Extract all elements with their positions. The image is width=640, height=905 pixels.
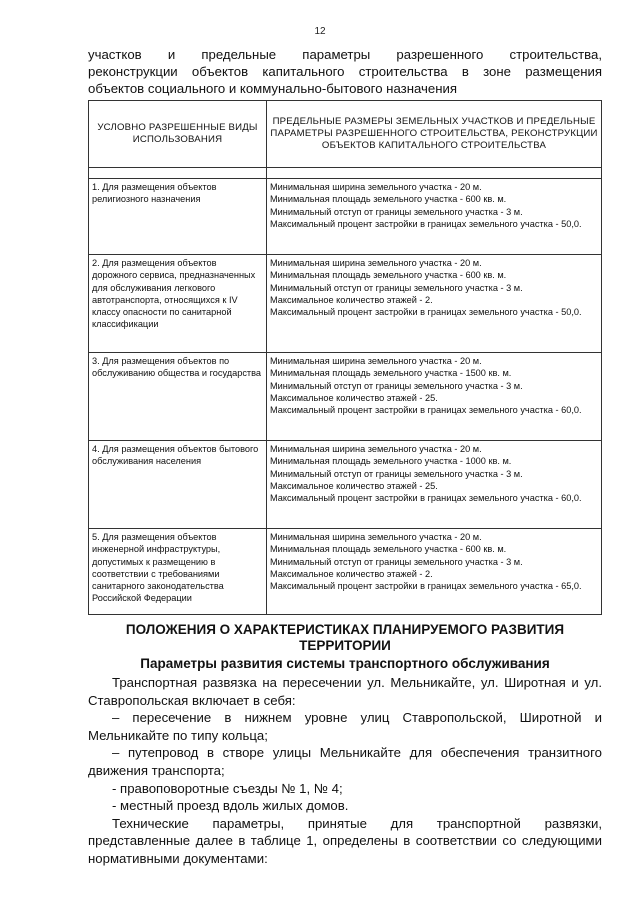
intro-line-1: участков и предельные параметры разрешенного строительства,	[88, 47, 602, 62]
params-cell	[267, 179, 602, 255]
table-row	[89, 529, 602, 615]
param-line: Максимальное количество этажей - 25.	[270, 480, 438, 491]
param-line: Максимальный процент застройки в границах земельного участка - 60,0.	[270, 493, 582, 504]
header-params: ПРЕДЕЛЬНЫЕ РАЗМЕРЫ ЗЕМЕЛЬНЫХ УЧАСТКОВ И ПРЕДЕЛЬНЫЕ ПАРАМЕТРЫ РАЗРЕШЕННОГО СТРОИТЕЛЬСТВА, РЕКОНСТРУКЦИИ ОБЪЕКТОВ КАПИТАЛЬНОГО СТРОИТЕЛЬСТВА	[267, 101, 602, 168]
param-line: Максимальное количество этажей - 2.	[270, 294, 433, 305]
param-line: Максимальное количество этажей - 2.	[270, 568, 433, 579]
zoning-table	[88, 100, 602, 615]
param-line: Минимальная площадь земельного участка - 600 кв. м.	[270, 194, 507, 205]
header-use: УСЛОВНО РАЗРЕШЕННЫЕ ВИДЫ ИСПОЛЬЗОВАНИЯ	[89, 101, 267, 168]
paragraph: – пересечение в нижнем уровне улиц Ставропольской, Широтной и Мельникайте по типу кольца;	[88, 710, 602, 743]
param-line: Минимальная площадь земельного участка - 1500 кв. м.	[270, 368, 512, 379]
param-line: Максимальный процент застройки в границах земельного участка - 60,0.	[270, 405, 582, 416]
use-cell: 5. Для размещения объектов инженерной инфраструктуры, допустимых к размещению в соответствии с требованиями санитарного законодательства Российской Федерации	[89, 529, 267, 615]
table-spacer	[89, 168, 602, 179]
param-line: Минимальная ширина земельного участка - 20 м.	[270, 258, 482, 268]
param-line: Максимальное количество этажей - 25.	[270, 392, 438, 403]
param-line: Максимальный процент застройки в границах земельного участка - 50,0.	[270, 307, 582, 318]
param-line: Максимальный процент застройки в границах земельного участка - 65,0.	[270, 581, 582, 592]
param-line: Минимальный отступ от границы земельного участка - 3 м.	[270, 206, 523, 217]
paragraph: – путепровод в створе улицы Мельникайте для обеспечения транзитного движения транспорта;	[88, 745, 602, 778]
subsection-title: Параметры развития системы транспортного обслуживания	[140, 656, 550, 671]
body-text	[88, 674, 602, 868]
intro-line-3: объектов социального и коммунально-бытового назначения	[88, 81, 458, 96]
intro-text	[88, 46, 602, 97]
page-number: 12	[314, 26, 326, 37]
paragraph: Транспортная развязка на пересечении ул. Мельникайте, ул. Широтная и ул. Ставропольская включает в себя:	[88, 675, 602, 708]
param-line: Минимальная ширина земельного участка - 20 м.	[270, 182, 482, 192]
use-cell: 4. Для размещения объектов бытового обслуживания населения	[89, 441, 267, 529]
paragraph: - местный проезд вдоль жилых домов.	[112, 798, 349, 814]
param-line: Минимальная ширина земельного участка - 20 м.	[270, 444, 482, 454]
params-cell	[267, 529, 602, 615]
param-line: Минимальная ширина земельного участка - 20 м.	[270, 356, 482, 366]
param-line: Минимальный отступ от границы земельного участка - 3 м.	[270, 556, 523, 567]
params-cell	[267, 441, 602, 529]
param-line: Минимальный отступ от границы земельного участка - 3 м.	[270, 468, 523, 479]
param-line: Минимальный отступ от границы земельного участка - 3 м.	[270, 282, 523, 293]
table-row	[89, 179, 602, 255]
intro-line-2: реконструкции объектов капитального строительства в зоне размещения	[88, 64, 602, 79]
section-title: ПОЛОЖЕНИЯ О ХАРАКТЕРИСТИКАХ ПЛАНИРУЕМОГО РАЗВИТИЯ ТЕРРИТОРИИ	[125, 622, 565, 653]
paragraph: - правоповоротные съезды № 1, № 4;	[112, 780, 343, 796]
params-cell	[267, 255, 602, 353]
param-line: Минимальная площадь земельного участка - 600 кв. м.	[270, 544, 507, 555]
table-row	[89, 441, 602, 529]
use-cell: 1. Для размещения объектов религиозного назначения	[89, 179, 267, 255]
param-line: Минимальный отступ от границы земельного участка - 3 м.	[270, 380, 523, 391]
table-row	[89, 255, 602, 353]
use-cell: 2. Для размещения объектов дорожного сервиса, предназначенных для обслуживания легкового автотранспорта, относящихся к IV классу опасности по санитарной классификации	[89, 255, 267, 353]
param-line: Максимальный процент застройки в границах земельного участка - 50,0.	[270, 218, 582, 229]
table-header-row	[89, 101, 602, 168]
param-line: Минимальная ширина земельного участка - 20 м.	[270, 532, 482, 542]
param-line: Минимальная площадь земельного участка - 600 кв. м.	[270, 270, 507, 281]
param-line: Минимальная площадь земельного участка - 1000 кв. м.	[270, 456, 512, 467]
params-cell	[267, 353, 602, 441]
paragraph: Технические параметры, принятые для транспортной развязки, представленные далее в таблице 1, определены в соответствии со следующими нормативными документами:	[88, 815, 602, 866]
table-row	[89, 353, 602, 441]
use-cell: 3. Для размещения объектов по обслуживанию общества и государства	[89, 353, 267, 441]
